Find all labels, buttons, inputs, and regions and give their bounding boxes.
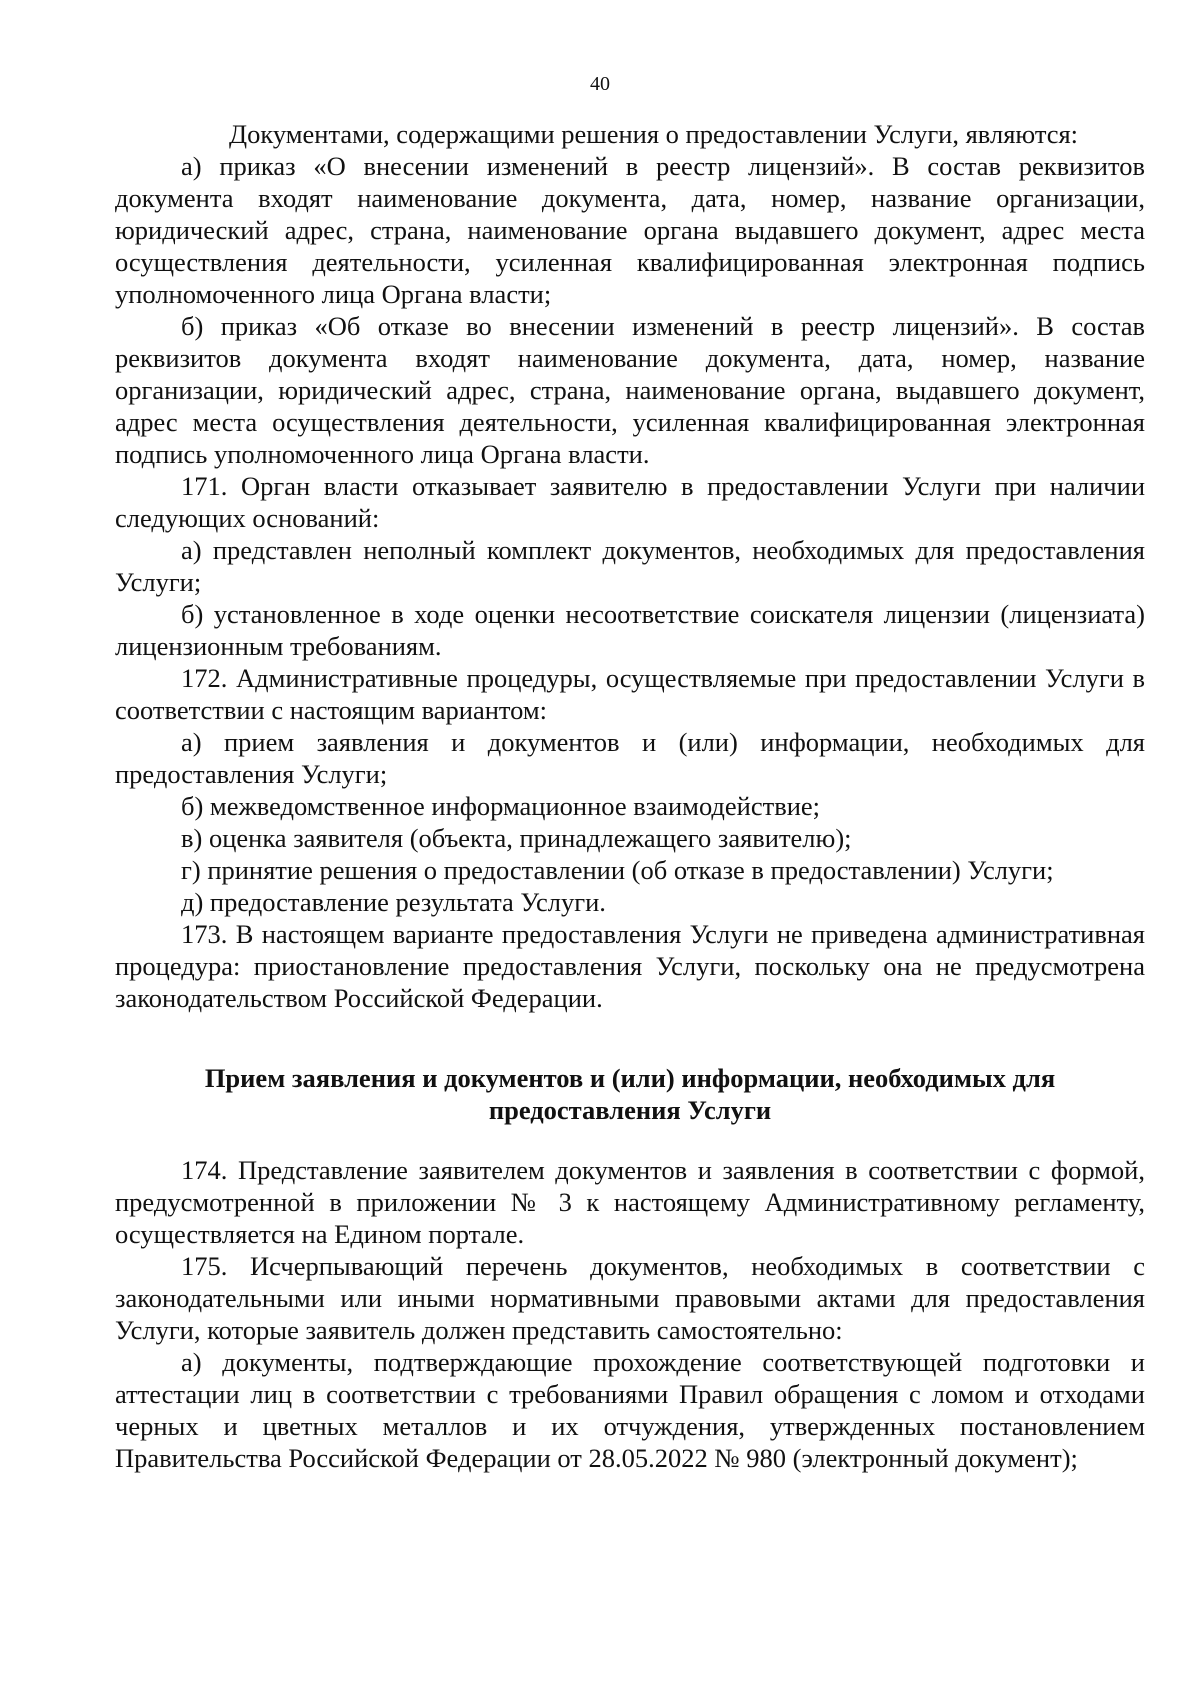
paragraph-172-c: в) оценка заявителя (объекта, принадлежащего заявителю); xyxy=(181,823,852,853)
paragraph-172-a: а) прием заявления и документов и (или) информации, необходимых для предоставления Услуги; xyxy=(115,727,1145,789)
paragraph-intro: Документами, содержащими решения о предоставлении Услуги, являются: xyxy=(229,119,1079,149)
document-body xyxy=(115,118,1145,1474)
paragraph-175: 175. Исчерпывающий перечень документов, необходимых в соответствии с законодательными или иными нормативными правовыми актами для предоставления Услуги, которые заявитель должен представить самостоятельно: xyxy=(115,1251,1145,1345)
paragraph-172-d: г) принятие решения о предоставлении (об отказе в предоставлении) Услуги; xyxy=(181,855,1054,885)
paragraph-172-e: д) предоставление результата Услуги. xyxy=(181,887,606,917)
section-heading xyxy=(115,1062,1145,1126)
paragraph-173: 173. В настоящем варианте предоставления Услуги не приведена административная процедура: приостановление предоставления Услуги, поскольку она не предусмотрена законодательством Российской Федерации. xyxy=(115,919,1145,1013)
paragraph-171: 171. Орган власти отказывает заявителю в предоставлении Услуги при наличии следующих оснований: xyxy=(115,471,1145,533)
paragraph-174: 174. Представление заявителем документов и заявления в соответствии с формой, предусмотренной в приложении № 3 к настоящему Административному регламенту, осуществляется на Едином портале. xyxy=(115,1155,1145,1249)
paragraph-item-b-order-refusal: б) приказ «Об отказе во внесении изменений в реестр лицензий». В состав реквизитов документа входят наименование документа, дата, номер, название организации, юридический адрес, страна, наименование органа, выдавшего документ, адрес места осуществления деятельности, усиленная квалифицированная электронная подпись уполномоченного лица Органа власти. xyxy=(115,311,1145,469)
paragraph-172: 172. Административные процедуры, осуществляемые при предоставлении Услуги в соответствии с настоящим вариантом: xyxy=(115,663,1145,725)
paragraph-175-a: а) документы, подтверждающие прохождение соответствующей подготовки и аттестации лиц в соответствии с требованиями Правил обращения с ломом и отходами черных и цветных металлов и их отчуждения, утвержденных постановлением Правительства Российской Федерации от 28.05.2022 № 980 (электронный документ); xyxy=(115,1347,1145,1473)
paragraph-171-b: б) установленное в ходе оценки несоответствие соискателя лицензии (лицензиата) лицензионным требованиям. xyxy=(115,599,1145,661)
paragraph-171-a: а) представлен неполный комплект документов, необходимых для предоставления Услуги; xyxy=(115,535,1145,597)
paragraph-172-b: б) межведомственное информационное взаимодействие; xyxy=(181,791,821,821)
page-number: 40 xyxy=(590,73,610,95)
section-heading-line-1: Прием заявления и документов и (или) информации, необходимых для xyxy=(204,1063,1056,1093)
paragraph-item-a-order-changes: а) приказ «О внесении изменений в реестр лицензий». В состав реквизитов документа входят наименование документа, дата, номер, название организации, юридический адрес, страна, наименование органа выдавшего документ, адрес места осуществления деятельности, усиленная квалифицированная электронная подпись уполномоченного лица Органа власти; xyxy=(115,151,1145,309)
section-heading-line-2: предоставления Услуги xyxy=(488,1095,772,1125)
